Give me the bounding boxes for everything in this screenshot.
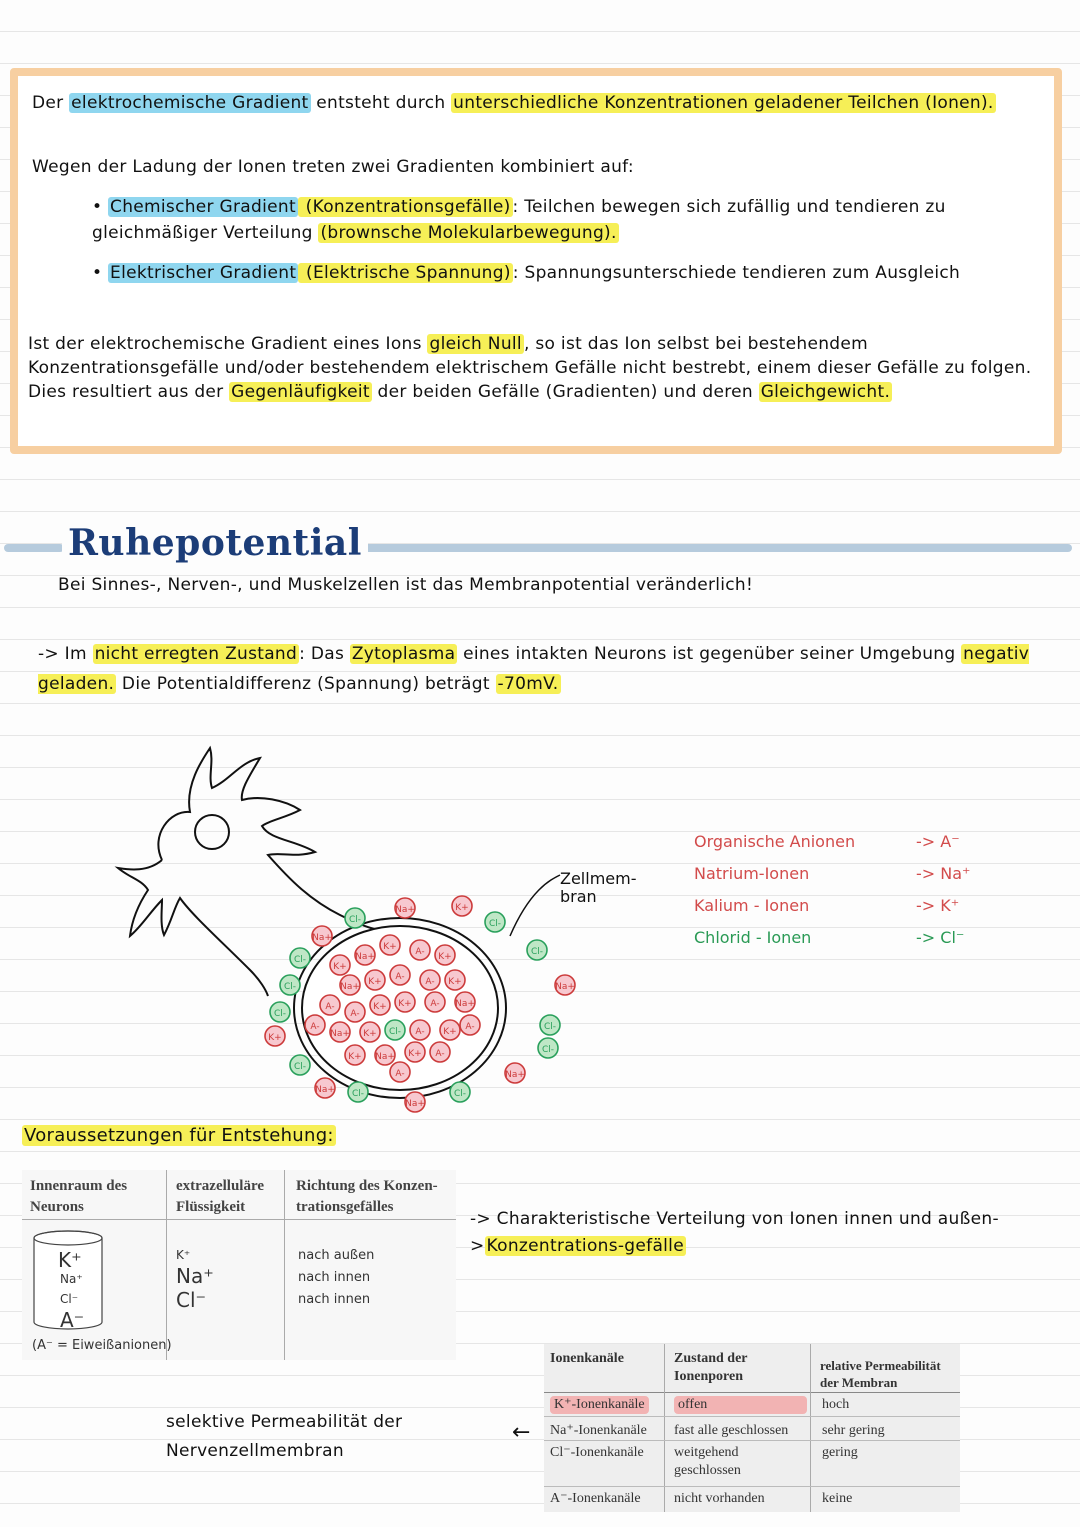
legend-name: Organische Anionen xyxy=(694,832,856,851)
text-run: (Elektrische Spannung) xyxy=(300,263,511,283)
ion-mark xyxy=(348,1082,368,1102)
svg-text:A-: A- xyxy=(415,947,425,957)
ion-mark xyxy=(315,1078,335,1098)
ion-mark xyxy=(380,935,400,955)
svg-text:Cl-: Cl- xyxy=(351,1089,365,1099)
svg-text:Cl-: Cl- xyxy=(273,1009,287,1019)
table-cell: sehr gering xyxy=(822,1423,885,1438)
ion-mark xyxy=(450,1082,470,1102)
outer-na: Na⁺ xyxy=(176,1264,214,1288)
table-cell: gering xyxy=(822,1445,858,1460)
svg-text:Cl-: Cl- xyxy=(388,1027,402,1037)
text-run: Der xyxy=(32,93,70,113)
ion-mark xyxy=(305,1015,325,1035)
outer-cl: Cl⁻ xyxy=(176,1288,207,1312)
legend-item xyxy=(694,928,1014,960)
legend-symbol: -> A⁻ xyxy=(916,832,960,851)
membrane-label: Zellmem- bran xyxy=(560,869,637,906)
requirements-heading: Voraussetzungen für Entstehung: xyxy=(24,1125,334,1146)
ion-mark xyxy=(270,1002,290,1022)
text-run: entsteht durch xyxy=(310,93,452,113)
legend-name: Kalium - Ionen xyxy=(694,896,810,915)
direction-na: nach innen xyxy=(298,1270,371,1285)
neuron-outline xyxy=(158,748,380,930)
svg-text:Cl-: Cl- xyxy=(283,982,297,992)
ion-mark xyxy=(435,945,455,965)
text-run: -70mV. xyxy=(497,673,559,694)
th-channels: Ionenkanäle xyxy=(550,1351,624,1366)
inner-na: Na⁺ xyxy=(60,1272,83,1286)
svg-text:Na+: Na+ xyxy=(340,982,360,992)
ion-mark xyxy=(460,1015,480,1035)
ion-mark xyxy=(265,1026,285,1046)
distribution-note: -> Charakteristische Verteilung von Ionen innen und außen-> Konzentrations-gefälle xyxy=(470,1209,999,1257)
svg-text:K+: K+ xyxy=(398,999,412,1009)
table-cell: Cl⁻-Ionenkanäle xyxy=(550,1445,644,1460)
svg-text:A-: A- xyxy=(325,1002,335,1012)
svg-text:A-: A- xyxy=(350,1009,360,1019)
legend-symbol: -> Na⁺ xyxy=(916,864,971,883)
ion-mark xyxy=(345,1045,365,1065)
ion-mark xyxy=(405,1042,425,1062)
svg-text:K+: K+ xyxy=(268,1033,282,1043)
svg-text:Na+: Na+ xyxy=(375,1052,395,1062)
text-run: Elektrischer Gradient xyxy=(110,263,297,283)
electrical-gradient-bullet xyxy=(92,260,992,286)
header-inner: Innenraum des Neurons xyxy=(30,1178,128,1215)
table-cell: offen xyxy=(674,1396,807,1414)
resting-state-text xyxy=(38,640,1058,700)
ion-mark xyxy=(410,940,430,960)
ion-mark xyxy=(290,1055,310,1075)
ion-mark xyxy=(355,945,375,965)
ion-mark xyxy=(452,896,472,916)
ion-mark xyxy=(395,898,415,918)
gradient-definition xyxy=(32,92,1042,114)
svg-text:Cl-: Cl- xyxy=(453,1089,467,1099)
ion-mark xyxy=(320,995,340,1015)
text-run: gleich Null xyxy=(429,334,522,354)
ion-legend xyxy=(694,832,1014,960)
legend-symbol: -> K⁺ xyxy=(916,896,960,915)
table-cell: A⁻-Ionenkanäle xyxy=(550,1491,641,1506)
ion-mark xyxy=(410,1020,430,1040)
svg-text:Na+: Na+ xyxy=(555,982,575,992)
text-run: eines intakten Neurons ist gegenüber seiner Umgebung xyxy=(457,644,962,664)
header-outer: extrazelluläre Flüssigkeit xyxy=(176,1178,265,1215)
text-run: (Konzentrationsgefälle) xyxy=(299,197,511,217)
equilibrium-paragraph xyxy=(28,332,1048,404)
svg-text:A-: A- xyxy=(435,1049,445,1059)
ion-mark xyxy=(375,1045,395,1065)
text-run: der beiden Gefälle (Gradienten) und deren xyxy=(371,382,759,403)
ion-mark xyxy=(420,970,440,990)
text-run: • xyxy=(92,197,109,217)
table-cell: Na⁺-Ionenkanäle xyxy=(550,1423,647,1438)
text-run: : Das xyxy=(299,644,350,664)
svg-text:A-: A- xyxy=(465,1022,475,1032)
ion-mark xyxy=(390,1062,410,1082)
ion-mark xyxy=(330,955,350,975)
ion-mark xyxy=(527,940,547,960)
svg-text:A-: A- xyxy=(395,1069,405,1079)
ion-mark xyxy=(360,1022,380,1042)
ion-mark xyxy=(540,1015,560,1035)
svg-text:Na+: Na+ xyxy=(405,1099,425,1109)
ion-mark xyxy=(430,1042,450,1062)
table-cell: K⁺-Ionenkanäle xyxy=(550,1396,649,1414)
svg-text:K+: K+ xyxy=(368,977,382,987)
nucleus xyxy=(195,815,229,849)
direction-k: nach außen xyxy=(298,1248,375,1263)
svg-text:Cl-: Cl- xyxy=(348,915,362,925)
ion-mark xyxy=(345,908,365,928)
text-run: unterschiedliche Konzentrationen geladener Teilchen (Ionen). xyxy=(453,93,994,113)
ion-mark xyxy=(365,970,385,990)
ion-mark xyxy=(312,926,332,946)
membrane-potential-intro: Bei Sinnes-, Nerven-, und Muskelzellen ist das Membranpotential veränderlich! xyxy=(58,575,754,595)
svg-text:K+: K+ xyxy=(348,1052,362,1062)
outer-k: K⁺ xyxy=(176,1248,191,1262)
svg-text:Na+: Na+ xyxy=(315,1085,335,1095)
chemical-gradient-bullet xyxy=(92,194,1052,247)
legend-item xyxy=(694,864,1014,896)
ion-mark xyxy=(345,1002,365,1022)
text-run: (brownsche Molekularbewegung). xyxy=(320,223,617,244)
direction-cl: nach innen xyxy=(298,1292,371,1307)
svg-text:K+: K+ xyxy=(363,1029,377,1039)
selective-permeability-note: selektive Permeabilität der Nervenzellmembran xyxy=(166,1412,403,1461)
text-run: , so ist das Ion selbst bei bestehendem Konzentrationsgefälle und/oder bestehendem elektrischem Gefälle nicht bestrebt, einem dieser Gefälle zu folgen. Dies resultiert aus der xyxy=(28,334,1032,403)
ion-mark xyxy=(280,975,300,995)
svg-text:K+: K+ xyxy=(383,942,397,952)
legend-item xyxy=(694,896,1014,928)
ion-mark xyxy=(395,992,415,1012)
ion-channel-table xyxy=(544,1344,960,1512)
text-run: Die Potentialdifferenz (Spannung) beträgt xyxy=(116,673,496,694)
ion-mark xyxy=(505,1063,525,1083)
ion-mark xyxy=(485,912,505,932)
inner-a: A⁻ xyxy=(60,1308,85,1332)
svg-text:K+: K+ xyxy=(373,1002,387,1012)
text-run: • xyxy=(92,263,109,283)
svg-text:Na+: Na+ xyxy=(455,999,475,1009)
svg-text:K+: K+ xyxy=(443,1027,457,1037)
svg-text:K+: K+ xyxy=(408,1049,422,1059)
ion-mark xyxy=(538,1038,558,1058)
svg-text:Cl-: Cl- xyxy=(293,955,307,965)
concentration-table xyxy=(22,1170,456,1360)
th-permeability: relative Permeabilität der Membran xyxy=(820,1358,941,1390)
header-direction: Richtung des Konzen-trationsgefälles xyxy=(296,1178,438,1215)
svg-text:K+: K+ xyxy=(438,952,452,962)
table-cell: nicht vorhanden xyxy=(674,1491,765,1506)
two-gradients-intro: Wegen der Ladung der Ionen treten zwei Gradienten kombiniert auf: xyxy=(32,157,634,177)
text-run: negativ geladen. xyxy=(38,644,1030,694)
svg-text:A-: A- xyxy=(310,1022,320,1032)
svg-text:K+: K+ xyxy=(333,962,347,972)
ion-mark xyxy=(445,970,465,990)
svg-text:Na+: Na+ xyxy=(395,905,415,915)
ion-mark xyxy=(385,1020,405,1040)
neuron-diagram xyxy=(90,740,650,1120)
legend-name: Natrium-Ionen xyxy=(694,864,810,883)
text-run: Gegenläufigkeit xyxy=(231,382,370,403)
svg-text:Na+: Na+ xyxy=(505,1070,525,1080)
text-run: Gleichgewicht. xyxy=(760,382,891,403)
inner-cl: Cl⁻ xyxy=(60,1292,79,1306)
text-run: : Spannungsunterschiede tendieren zum Ausgleich xyxy=(512,263,961,283)
legend-symbol: -> Cl⁻ xyxy=(916,928,965,947)
text-run: nicht erregten Zustand xyxy=(94,644,298,664)
ion-mark xyxy=(405,1092,425,1112)
svg-text:K+: K+ xyxy=(448,977,462,987)
text-run: : Teilchen bewegen sich zufällig und tendieren zu gleichmäßiger Verteilung xyxy=(92,197,946,244)
text-run: Zytoplasma xyxy=(351,644,456,664)
ion-mark xyxy=(425,992,445,1012)
text-run: Chemischer Gradient xyxy=(110,197,296,217)
svg-text:Cl-: Cl- xyxy=(541,1045,555,1055)
ion-mark xyxy=(340,975,360,995)
svg-text:Cl-: Cl- xyxy=(543,1022,557,1032)
ion-mark xyxy=(290,948,310,968)
table-cell: fast alle geschlossen xyxy=(674,1423,789,1438)
th-state: Zustand der Ionenporen xyxy=(674,1351,748,1385)
table-cell: weitgehend geschlossen xyxy=(674,1445,741,1479)
svg-text:A-: A- xyxy=(395,972,405,982)
text-run: Ist der elektrochemische Gradient eines Ions xyxy=(28,334,428,354)
ion-mark xyxy=(330,1022,350,1042)
text-run: -> Im xyxy=(38,644,93,664)
svg-text:Cl-: Cl- xyxy=(488,919,502,929)
svg-text:A-: A- xyxy=(415,1027,425,1037)
svg-text:K+: K+ xyxy=(455,903,469,913)
inner-note: (A⁻ = Eiweißanionen) xyxy=(32,1338,172,1353)
definition-box xyxy=(10,68,1062,454)
ion-mark xyxy=(390,965,410,985)
table-cell: keine xyxy=(822,1491,853,1506)
svg-text:Na+: Na+ xyxy=(312,933,332,943)
svg-text:Cl-: Cl- xyxy=(293,1062,307,1072)
inner-k: K⁺ xyxy=(58,1248,82,1272)
table-cell: hoch xyxy=(822,1397,850,1412)
legend-name: Chlorid - Ionen xyxy=(694,928,812,947)
ion-mark xyxy=(440,1020,460,1040)
ion-mark xyxy=(555,975,575,995)
svg-text:Na+: Na+ xyxy=(330,1029,350,1039)
ion-mark xyxy=(370,995,390,1015)
ion-mark xyxy=(455,992,475,1012)
svg-text:Cl-: Cl- xyxy=(530,947,544,957)
svg-text:A-: A- xyxy=(425,977,435,987)
arrow-left-icon: ← xyxy=(512,1420,531,1445)
svg-text:Na+: Na+ xyxy=(355,952,375,962)
legend-item xyxy=(694,832,1014,864)
svg-text:A-: A- xyxy=(430,999,440,1009)
text-run: elektrochemische Gradient xyxy=(71,93,309,113)
section-title: Ruhepotential xyxy=(62,522,368,564)
